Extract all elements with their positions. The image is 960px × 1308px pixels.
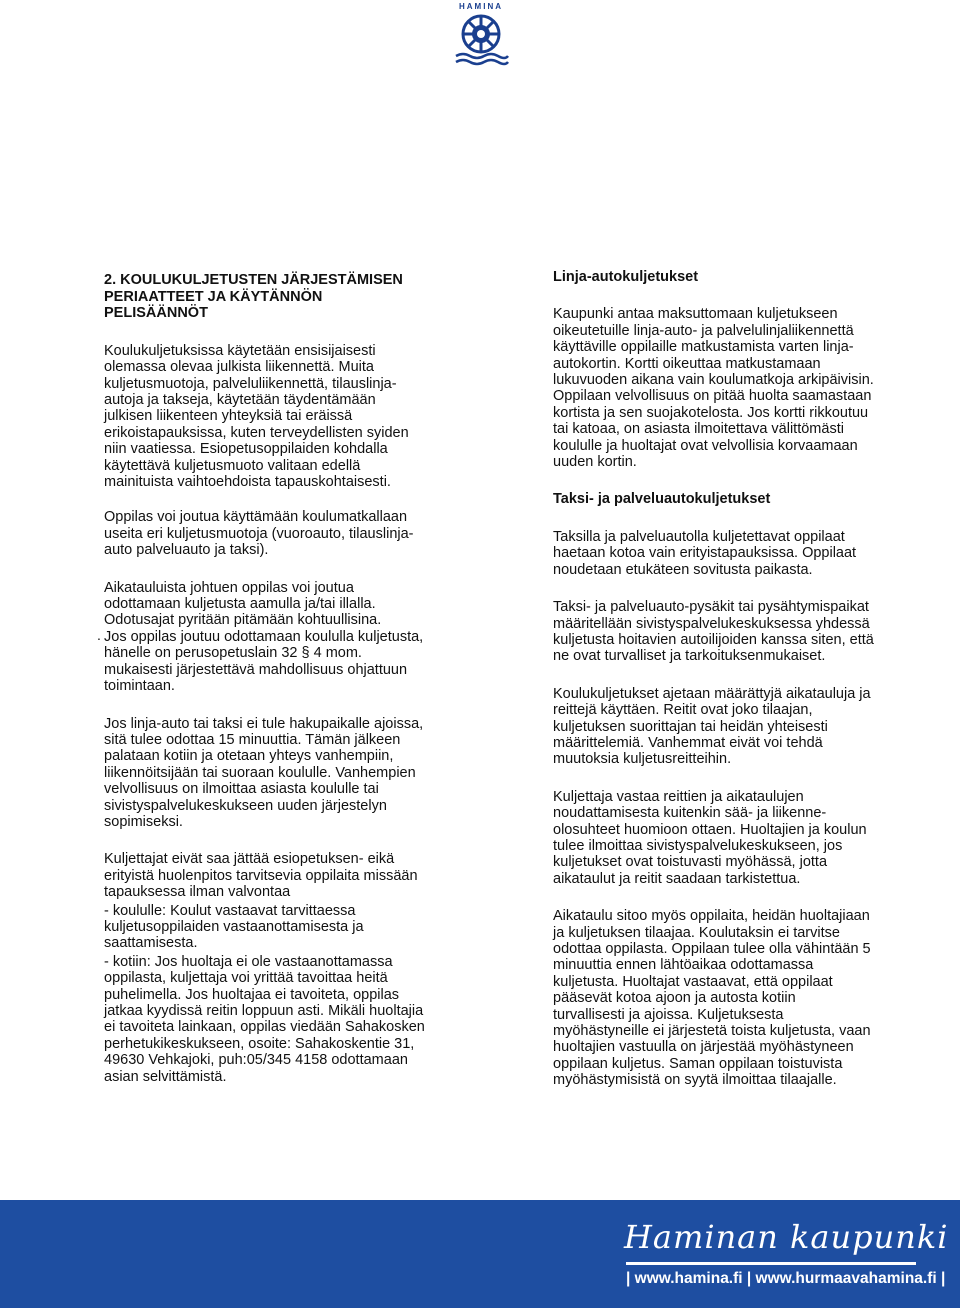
left-column: [104, 272, 466, 1085]
paragraph-waiting-times: Aikatauluista johtuen oppilas voi joutua odottamaan kuljetusta aamulla ja/tai illalla. Odotusajat pyritään pitämään kohtuullisina. Jos oppilas joutuu odottamaan koululla kuljetusta, hänelle on perusopetuslain 32 § 4 mom. mukaisesti järjestettävä mahdollisuus ohjattuun toimintaan.: [104, 579, 424, 695]
heading-taxi-transport: Taksi- ja palveluautokuljetukset: [553, 491, 771, 508]
paragraph-to-school: - koululle: Koulut vastaavat tarvittaessa kuljetusoppilaiden vastaanottamisesta ja saattamisesta.: [104, 902, 364, 952]
footer-underline: [626, 1262, 916, 1265]
paragraph-routes: Koulukuljetukset ajetaan määrättyjä aikatauluja ja reittejä käyttäen. Reitit ovat joko tilaajan, kuljetuksen suorittajan tai heidän yhteisesti määrittelemiä. Vanhemmat eivät voi tehdä muutoksia kuljetusreitteihin.: [553, 685, 871, 768]
paragraph-timetable: Aikataulu sitoo myös oppilaita, heidän huoltajiaan ja kuljetuksen tilaajaa. Koulutaksin ei tarvitse odottaa oppilasta. Oppilaan tulee olla vähintään 5 minuuttia ennen lähtöaikaa odottamassa kuljetusta. Huoltajat vastaavat, että oppilaat pääsevät kotoa ajoon ja autosta kotiin turvallisesti ja ajoissa. Kuljetuksesta myöhästyneille ei järjestetä toista kuljetusta, vaan huoltajien vastuulla on järjestää myöhästyneen oppilaan kuljetus. Saman oppilaan toistuvista myöhästymisistä on syytä ilmoittaa tilaajalle.: [553, 908, 871, 1089]
hamina-logo: [446, 0, 516, 70]
heading-bus-transport: Linja-autokuljetukset: [553, 269, 699, 285]
paragraph-late-vehicle: Jos linja-auto tai taksi ei tule hakupaikalle ajoissa, sitä tulee odottaa 15 minuuttia. Tämän jälkeen palataan kotiin ja otetaan yhteys vanhempiin, liikennöitsijään tai suoraan koululle. Vanhempien velvollisuus on ilmoittaa asiasta koululle tai sivistyspalvelukeskukseen uuden järjestelyn sopimiseksi.: [104, 715, 424, 830]
footer-banner: [0, 1200, 960, 1308]
footer-website-links[interactable]: | www.hamina.fi | www.hurmaavahamina.fi |: [626, 1270, 946, 1287]
paragraph-transport-modes: Oppilas voi joutua käyttämään koulumatkallaan useita eri kuljetusmuotoja (vuoroauto, tilauslinja- auto palveluauto ja taksi).: [104, 509, 414, 559]
paragraph-public-transport: Koulukuljetuksissa käytetään ensisijaisesti olemassa olevaa julkista liikennettä. Muita kuljetusmuotoja, palveluliikennettä, tilauslinja- autoja ja takseja, käytetään täydentämään julkisen liikenteen yhteyksiä tai eräissä erikoistapauksissa, kuten terveydellisten syiden niin vaatiessa. Esiopetusoppilaiden kohdalla käytettävä kuljetusmuoto valitaan edellä mainituista vaihtoehdoista tapauskohtaisesti.: [104, 342, 409, 491]
paragraph-to-home: - kotiin: Jos huoltaja ei ole vastaanottamassa oppilasta, kuljettaja voi yrittää tavoittaa heitä puhelimella. Jos huoltajaa ei tavoiteta, oppilas jatkaa kyydissä reitin loppuun asti. Mikäli huoltajia ei tavoiteta lainkaan, oppilas viedään Sahakosken perhetukikeskukseen, osoite: Sahakoskentie 31, 49630 Vehkajoki, puh:05/345 4158 odottamaan asian selvittämistä.: [104, 953, 425, 1085]
paragraph-taxi-stops: Taksi- ja palveluauto-pysäkit tai pysähtymispaikat määritellään sivistyspalvelukeskuksessa yhdessä kuljetusta hoitavien autoilijoiden kanssa siten, että ne ovat turvalliset ja tarkoituksenmukaiset.: [553, 599, 874, 665]
paragraph-bus-card: Kaupunki antaa maksuttomaan kuljetukseen oikeutetuille linja-auto- ja palvelulinjaliikennettä käyttäville oppilaille matkustamista varten linja- autokortin. Kortti oikeuttaa matkustamaan lukuvuoden aikana vain koulumatkoja arkipäivisin. Oppilaan velvollisuus on pitää huolta saamastaan kortista ja sen suojakotelosta. Jos kortti rikkoutuu tai katoaa, on asiasta ilmoitettava välittömästi koululle ja huoltajat ovat velvollisia korvaamaan uuden kortin.: [553, 306, 874, 471]
paragraph-driver-schedule: Kuljettaja vastaa reittien ja aikataulujen noudattamisesta kuitenkin sää- ja liikenne- olosuhteet huomioon ottaen. Huoltajien ja koulun tulee ilmoittaa sivistyspalvelukeskukseen, jos kuljetukset ovat toistuvasti myöhässä, jotta aikataulut ja reitit saadaan tarkistettua.: [553, 788, 867, 887]
footer-script-title: Haminan kaupunki: [624, 1218, 949, 1256]
right-column: [553, 269, 913, 1089]
hamina-crest-icon: [446, 10, 516, 66]
paragraph-supervision: Kuljettajat eivät saa jättää esiopetuksen- eikä erityistä huolenpitos tarvitsevia oppilaita missään tapauksessa ilman valvontaa: [104, 851, 418, 901]
stray-dot: .: [97, 627, 101, 643]
section-heading: 2. KOULUKULJETUSTEN JÄRJESTÄMISEN PERIAATTEET JA KÄYTÄNNÖN PELISÄÄNNÖT: [104, 272, 403, 322]
paragraph-taxi-pickup: Taksilla ja palveluautolla kuljetettavat oppilaat haetaan kotoa vain erityistapauksissa. Oppilaat noudetaan etukäteen sovitusta paikasta.: [553, 528, 857, 578]
logo-text: HAMINA: [459, 2, 503, 11]
